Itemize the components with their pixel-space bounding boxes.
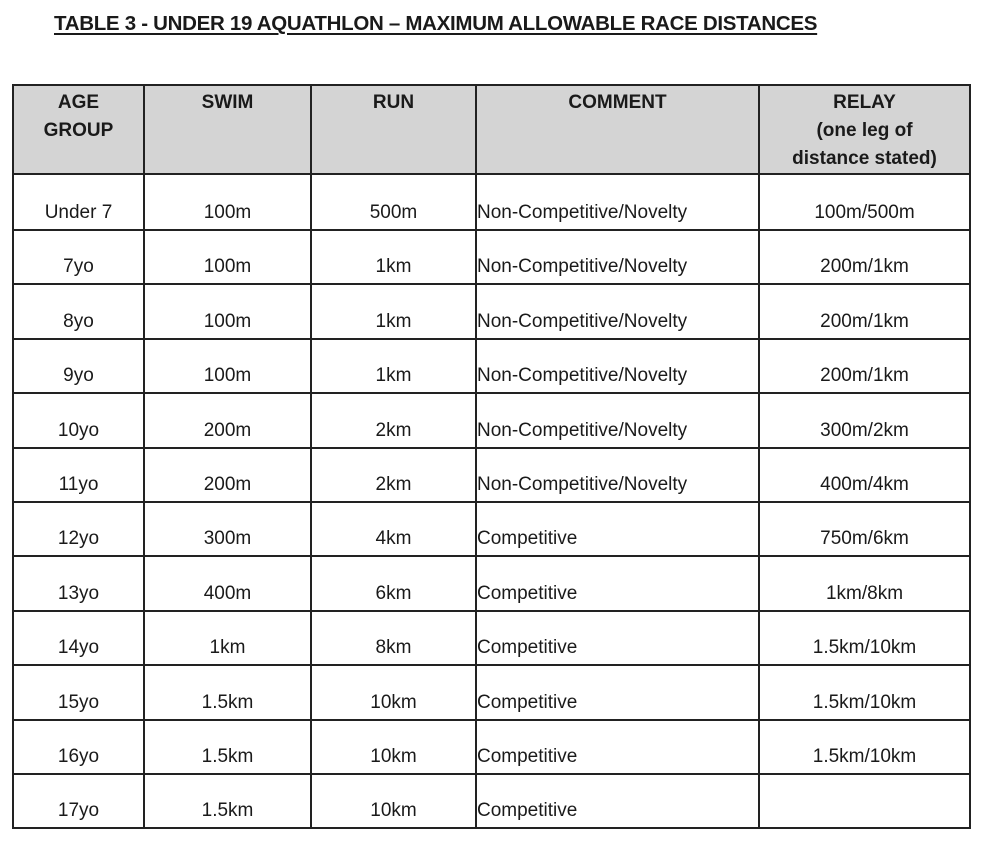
cell-comment: Competitive — [476, 774, 759, 828]
cell-age: 15yo — [13, 665, 144, 719]
table-row — [13, 502, 970, 556]
cell-relay: 1.5km/10km — [759, 611, 970, 665]
header-run-label: RUN — [372, 92, 415, 113]
header-age-group-line: GROUP — [43, 120, 114, 141]
cell-swim: 100m — [144, 174, 311, 230]
cell-comment: Competitive — [476, 611, 759, 665]
cell-swim: 200m — [144, 393, 311, 447]
header-age-group — [13, 85, 144, 174]
cell-comment: Non-Competitive/Novelty — [476, 284, 759, 338]
table-row — [13, 665, 970, 719]
cell-run: 1km — [311, 284, 476, 338]
cell-relay: 1.5km/10km — [759, 665, 970, 719]
header-swim — [144, 85, 311, 174]
cell-relay: 200m/1km — [759, 284, 970, 338]
table-row — [13, 720, 970, 774]
cell-relay: 300m/2km — [759, 393, 970, 447]
cell-swim: 100m — [144, 339, 311, 393]
cell-relay: 1.5km/10km — [759, 720, 970, 774]
cell-age: 14yo — [13, 611, 144, 665]
cell-relay: 1km/8km — [759, 556, 970, 610]
table-row — [13, 774, 970, 828]
cell-age: 17yo — [13, 774, 144, 828]
cell-comment: Competitive — [476, 665, 759, 719]
header-relay-line: RELAY — [833, 92, 896, 113]
table-row — [13, 611, 970, 665]
cell-run: 8km — [311, 611, 476, 665]
cell-run: 10km — [311, 720, 476, 774]
cell-age: 9yo — [13, 339, 144, 393]
cell-comment: Competitive — [476, 720, 759, 774]
cell-relay: 200m/1km — [759, 230, 970, 284]
race-distances-table — [12, 84, 971, 829]
table-header-row — [13, 85, 970, 174]
cell-age: 16yo — [13, 720, 144, 774]
cell-relay: 750m/6km — [759, 502, 970, 556]
cell-swim: 1.5km — [144, 720, 311, 774]
header-relay-line: (one leg of — [816, 120, 913, 141]
table-row — [13, 448, 970, 502]
cell-comment: Non-Competitive/Novelty — [476, 339, 759, 393]
header-run — [311, 85, 476, 174]
header-relay — [759, 85, 970, 174]
cell-comment: Competitive — [476, 556, 759, 610]
header-comment — [476, 85, 759, 174]
cell-age: 8yo — [13, 284, 144, 338]
cell-comment: Non-Competitive/Novelty — [476, 230, 759, 284]
cell-swim: 1.5km — [144, 665, 311, 719]
header-swim-label: SWIM — [201, 92, 254, 113]
cell-swim: 100m — [144, 230, 311, 284]
table-row — [13, 556, 970, 610]
table-row — [13, 339, 970, 393]
cell-swim: 300m — [144, 502, 311, 556]
cell-comment: Competitive — [476, 502, 759, 556]
cell-relay: 200m/1km — [759, 339, 970, 393]
cell-comment: Non-Competitive/Novelty — [476, 393, 759, 447]
cell-run: 1km — [311, 230, 476, 284]
cell-relay — [759, 774, 970, 828]
page-title: TABLE 3 - UNDER 19 AQUATHLON – MAXIMUM ALLOWABLE RACE DISTANCES — [54, 12, 818, 35]
cell-comment: Non-Competitive/Novelty — [476, 448, 759, 502]
cell-swim: 1km — [144, 611, 311, 665]
cell-age: 13yo — [13, 556, 144, 610]
cell-run: 6km — [311, 556, 476, 610]
table-row — [13, 284, 970, 338]
cell-age: 11yo — [13, 448, 144, 502]
header-relay-line: distance stated) — [792, 148, 937, 169]
cell-run: 2km — [311, 393, 476, 447]
cell-relay: 100m/500m — [759, 174, 970, 230]
cell-swim: 100m — [144, 284, 311, 338]
cell-run: 10km — [311, 665, 476, 719]
cell-age: 12yo — [13, 502, 144, 556]
cell-relay: 400m/4km — [759, 448, 970, 502]
cell-run: 10km — [311, 774, 476, 828]
cell-swim: 400m — [144, 556, 311, 610]
cell-run: 1km — [311, 339, 476, 393]
cell-age: 7yo — [13, 230, 144, 284]
cell-run: 4km — [311, 502, 476, 556]
cell-swim: 200m — [144, 448, 311, 502]
cell-swim: 1.5km — [144, 774, 311, 828]
cell-age: 10yo — [13, 393, 144, 447]
cell-run: 2km — [311, 448, 476, 502]
header-comment-label: COMMENT — [568, 92, 667, 113]
cell-comment: Non-Competitive/Novelty — [476, 174, 759, 230]
table-row — [13, 230, 970, 284]
cell-age: Under 7 — [13, 174, 144, 230]
table-row — [13, 174, 970, 230]
header-age-group-line: AGE — [57, 92, 100, 113]
cell-run: 500m — [311, 174, 476, 230]
table-row — [13, 393, 970, 447]
